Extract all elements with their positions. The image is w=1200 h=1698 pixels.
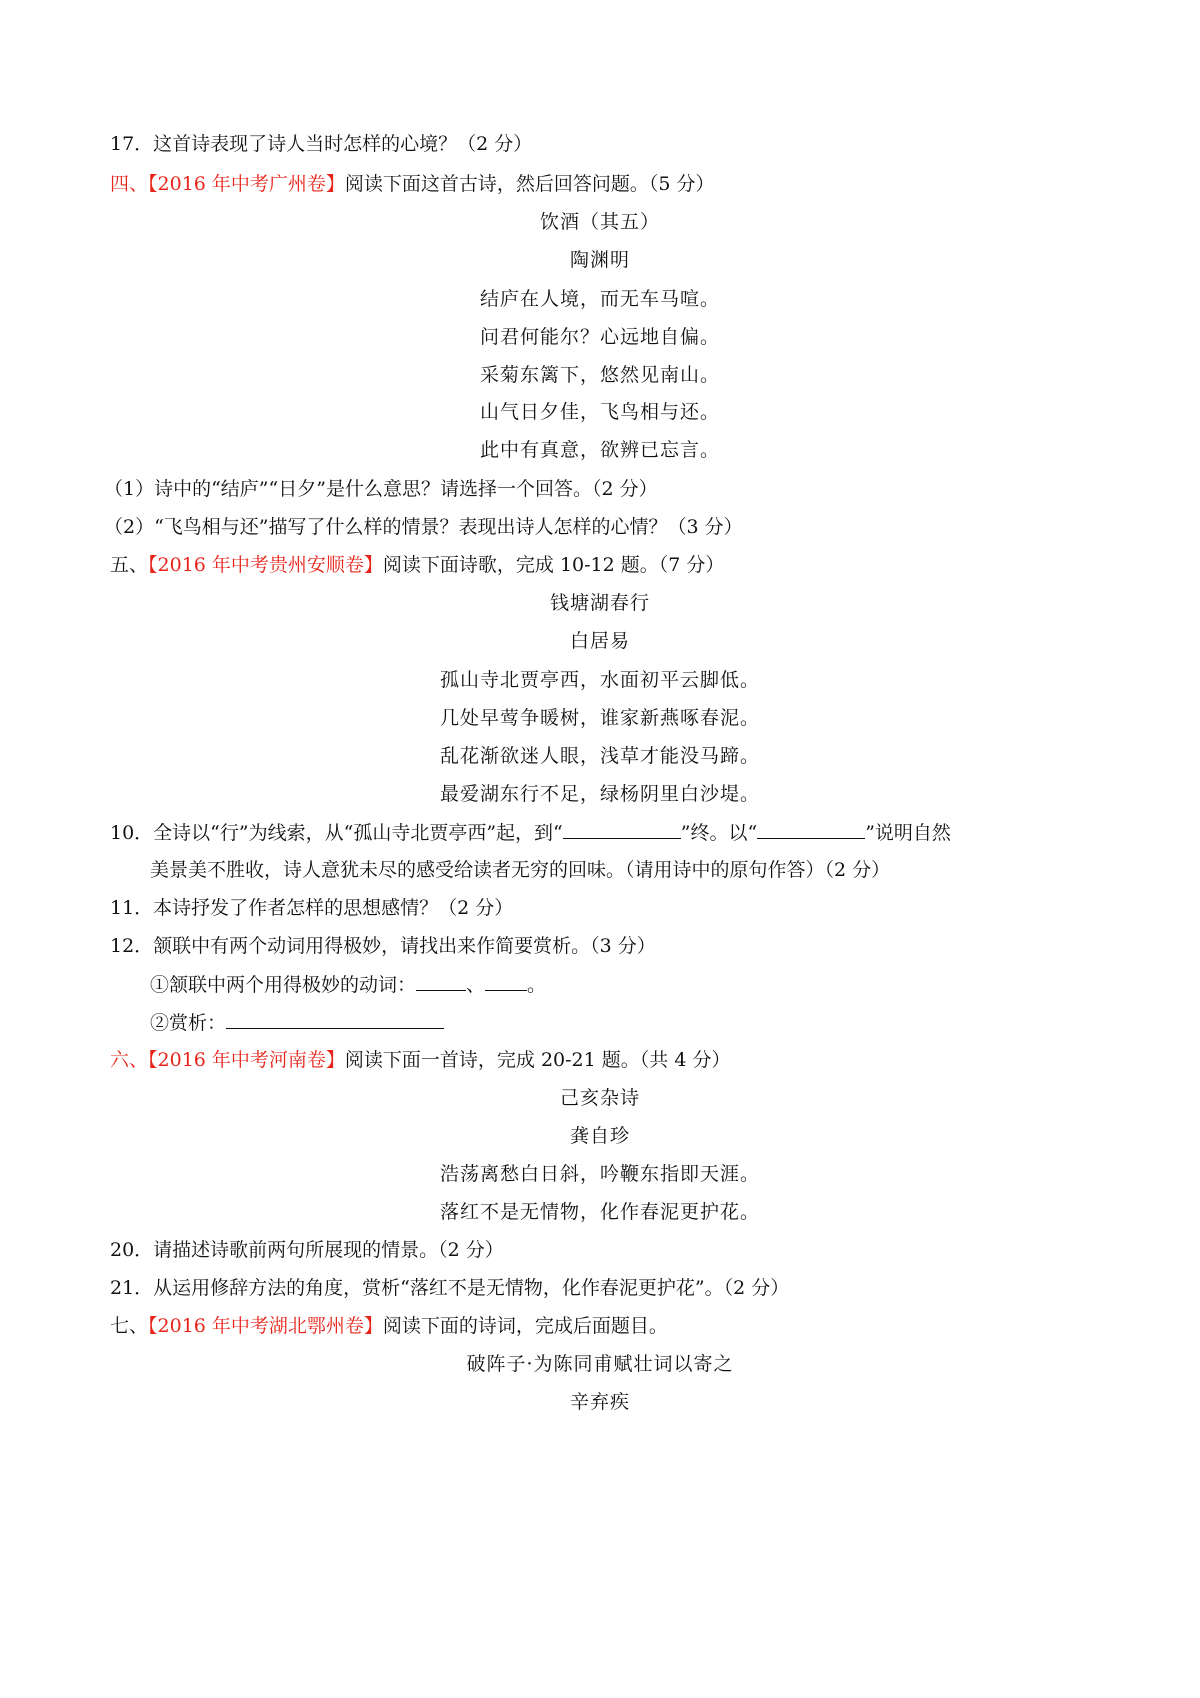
question-10-text-b: ”终。以“ — [680, 822, 758, 844]
poem-title: 破阵子·为陈同甫赋壮词以寄之 — [466, 1353, 734, 1375]
section-number: 四、 — [110, 173, 149, 195]
question-12-part-1 — [150, 972, 546, 997]
section-instruction: 阅读下面这首古诗，然后回答问题。（5 分） — [344, 173, 715, 195]
section-number: 六、 — [110, 1049, 149, 1071]
question-10-continued: 美景美不胜收，诗人意犹未尽的感受给读者无穷的回味。（请用诗中的原句作答）（2 分） — [150, 859, 891, 881]
poem-line: 采菊东篱下，悠然见南山。 — [479, 364, 720, 386]
question-12-part-2 — [150, 1010, 444, 1035]
poem-line: 最爱湖东行不足，绿杨阴里白沙堤。 — [439, 783, 760, 805]
poem-title: 钱塘湖春行 — [549, 592, 650, 614]
answer-blank[interactable] — [757, 820, 865, 839]
question-10 — [110, 820, 951, 845]
poem-author: 辛弃疾 — [569, 1391, 630, 1413]
poem-line: 浩荡离愁白日斜，吟鞭东指即天涯。 — [439, 1163, 760, 1185]
source-label: 【2016 年中考贵州安顺卷】 — [148, 554, 383, 576]
poem-title: 饮酒（其五） — [539, 211, 660, 233]
poem-line: 问君何能尔？心远地自偏。 — [479, 326, 720, 348]
section-instruction: 阅读下面诗歌，完成 10-12 题。（7 分） — [382, 554, 725, 576]
question-10-text-a: 10．全诗以“行”为线索，从“孤山寺北贾亭西”起，到“ — [110, 822, 563, 844]
source-label: 【2016 年中考湖北鄂州卷】 — [148, 1315, 383, 1337]
question-21: 21．从运用修辞方法的角度，赏析“落红不是无情物，化作春泥更护花”。（2 分） — [110, 1277, 790, 1299]
section-number: 七、 — [110, 1315, 149, 1337]
section-5-heading — [110, 553, 724, 577]
separator: 、 — [466, 974, 486, 996]
poem-author: 陶渊明 — [569, 249, 630, 271]
section-7-heading — [110, 1314, 668, 1338]
section-instruction: 阅读下面一首诗，完成 20-21 题。（共 4 分） — [344, 1049, 731, 1071]
sub-question-1: （1）诗中的“结庐”“日夕”是什么意思？请选择一个回答。（2 分） — [104, 478, 658, 500]
poem-line: 结庐在人境，而无车马喧。 — [479, 288, 720, 310]
question-10-text-c: ”说明自然 — [865, 822, 951, 844]
section-number: 五、 — [110, 554, 149, 576]
source-label: 【2016 年中考广州卷】 — [148, 173, 345, 195]
question-20: 20．请描述诗歌前两句所展现的情景。（2 分） — [110, 1239, 504, 1261]
poem-line: 乱花渐欲迷人眼，浅草才能没马蹄。 — [439, 745, 760, 767]
poem-line: 山气日夕佳，飞鸟相与还。 — [479, 401, 720, 423]
answer-blank[interactable] — [226, 1010, 444, 1029]
answer-blank[interactable] — [416, 972, 466, 991]
poem-line: 此中有真意，欲辨已忘言。 — [479, 439, 720, 461]
question-17: 17．这首诗表现了诗人当时怎样的心境？（2 分） — [110, 133, 533, 155]
section-instruction: 阅读下面的诗词，完成后面题目。 — [382, 1315, 668, 1337]
poem-author: 龚自珍 — [569, 1125, 630, 1147]
period: 。 — [527, 974, 547, 996]
question-12-part-2-text: ②赏析： — [150, 1012, 227, 1034]
poem-line: 落红不是无情物，化作春泥更护花。 — [439, 1201, 760, 1223]
poem-line: 几处早莺争暖树，谁家新燕啄春泥。 — [439, 707, 760, 729]
poem-title: 己亥杂诗 — [559, 1087, 640, 1109]
section-4-heading — [110, 172, 715, 196]
sub-question-2: （2）“飞鸟相与还”描写了什么样的情景？表现出诗人怎样的心情？（3 分） — [104, 516, 743, 538]
question-11: 11．本诗抒发了作者怎样的思想感情？（2 分） — [110, 897, 514, 919]
poem-line: 孤山寺北贾亭西，水面初平云脚低。 — [439, 669, 760, 691]
answer-blank[interactable] — [485, 972, 527, 991]
question-12: 12．颔联中有两个动词用得极妙，请找出来作简要赏析。（3 分） — [110, 935, 656, 957]
section-6-heading — [110, 1048, 730, 1072]
answer-blank[interactable] — [563, 820, 681, 839]
source-label: 【2016 年中考河南卷】 — [148, 1049, 345, 1071]
poem-author: 白居易 — [569, 630, 630, 652]
question-12-part-1-text: ①颔联中两个用得极妙的动词： — [150, 974, 417, 996]
